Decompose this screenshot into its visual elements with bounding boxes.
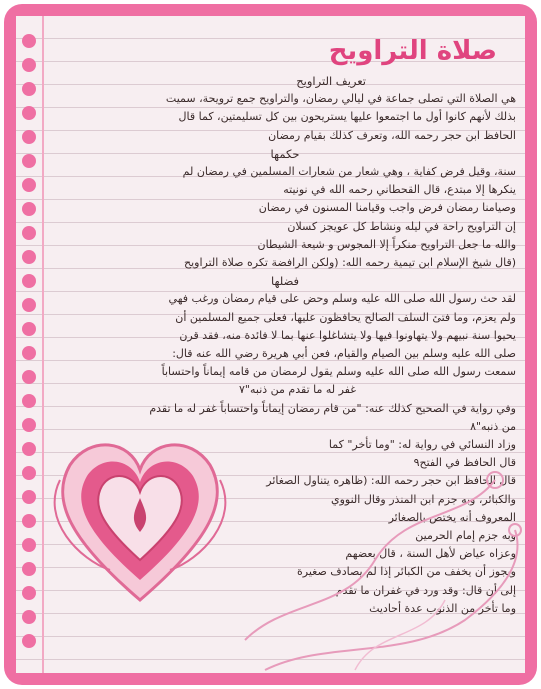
binder-hole xyxy=(22,154,36,168)
line: صلى الله عليه وسلم بين الصيام والقيام، فعن أبي هريرة رضي الله عنه قال: xyxy=(172,347,516,361)
line: هي الصلاة التي تصلى جماعة في ليالي رمضان، والتراويح جمع ترويحة، سميت xyxy=(165,92,516,106)
line: وفي رواية في الصحيح كذلك عنه: "من قام رمضان إيماناً واحتساباً غفر له ما تقدم xyxy=(149,401,516,415)
binder-holes xyxy=(22,34,40,664)
binder-hole xyxy=(22,130,36,144)
line: سمعت رسول الله صلى الله عليه وسلم يقول لرمضان من قامه إيماناً واحتساباً xyxy=(161,365,516,379)
binder-hole xyxy=(22,106,36,120)
binder-hole xyxy=(22,34,36,48)
margin-rule xyxy=(42,16,44,673)
line: وما تأخر من الذنوب عدة أحاديث xyxy=(369,601,516,615)
heart-ornament xyxy=(50,420,230,610)
binder-hole xyxy=(22,562,36,576)
section-heading: فضلها xyxy=(270,274,300,289)
binder-hole xyxy=(22,322,36,336)
section-heading: حكمها xyxy=(270,146,300,161)
section-definition xyxy=(54,72,516,145)
line: قال الحافظ في الفتح٩ xyxy=(413,456,516,470)
binder-hole xyxy=(22,586,36,600)
line: من ذنبه"٨ xyxy=(470,419,516,433)
line: المعروف أنه يختص بالصغائر xyxy=(388,510,516,524)
line: يحيوا سنة نبيهم ولا يتهاونوا فيها ولا يتشاغلوا عنها بما لا فائدة منه، فقد قرن xyxy=(179,328,516,342)
binder-hole xyxy=(22,58,36,72)
binder-hole xyxy=(22,298,36,312)
binder-hole xyxy=(22,202,36,216)
section-heading: تعريف التراويح xyxy=(296,74,366,88)
line: لقد حث رسول الله صلى الله عليه وسلم وحض على قيام رمضان ورغب فهي xyxy=(168,292,516,306)
line: إلى أن قال: وقد ورد في غفران ما تقدم xyxy=(335,583,516,597)
binder-hole xyxy=(22,394,36,408)
binder-hole xyxy=(22,514,36,528)
line: سنة، وقيل فرض كفاية ، وهي شعار من شعارات المسلمين في رمضان لم xyxy=(182,165,516,179)
line: قال الحافظ ابن حجر رحمه الله: (ظاهره يتناول الصغائر xyxy=(266,474,516,488)
line: ويجوز أن يخفف من الكبائر إذا لم يصادف صغيرة xyxy=(297,565,516,579)
line: والكبائر، وبه جزم ابن المنذر وقال النووي xyxy=(331,492,516,506)
binder-hole xyxy=(22,610,36,624)
binder-hole xyxy=(22,538,36,552)
line: والله ما جعل التراويح منكراً إلا المجوس و شيعة الشيطان xyxy=(257,237,516,251)
line: ولم يعزم، وما فتئ السلف الصالح يحافظون عليها، فعلى جميع المسلمين أن xyxy=(175,310,516,324)
swirl-ornament xyxy=(205,440,535,680)
page-title: صلاة التراويح xyxy=(328,36,497,66)
binder-hole xyxy=(22,226,36,240)
section-ruling xyxy=(54,145,516,272)
binder-hole xyxy=(22,490,36,504)
binder-hole xyxy=(22,82,36,96)
line: بذلك لأنهم كانوا أول ما اجتمعوا عليها يستريحون بين كل تسليمتين، كما قال xyxy=(178,110,516,124)
binder-hole xyxy=(22,370,36,384)
binder-hole xyxy=(22,634,36,648)
line: ينكرها إلا مبتدع، قال القحطاني رحمه الله في نونيته xyxy=(283,183,516,197)
binder-hole xyxy=(22,418,36,432)
line: الحافظ ابن حجر رحمه الله، وتعرف كذلك بقيام رمضان xyxy=(268,128,516,142)
line: إن التراويح راحة في ليله ونشاط كل عويجز كسلان xyxy=(287,219,516,233)
line: وعزاه عياض لأهل السنة ، قال بعضهم xyxy=(345,547,516,561)
line: وصيامنا رمضان فرض واجب وقيامنا المسنون في رمضان xyxy=(258,201,516,215)
binder-hole xyxy=(22,346,36,360)
binder-hole xyxy=(22,250,36,264)
line: غفر له ما تقدم من ذنبه"٧ xyxy=(239,383,356,397)
binder-hole xyxy=(22,466,36,480)
binder-hole xyxy=(22,178,36,192)
line: (قال شيخ الإسلام ابن تيمية رحمه الله: (ولكن الرافضة تكره صلاة التراويح xyxy=(184,256,516,270)
binder-hole xyxy=(22,274,36,288)
line: وبه جزم إمام الحرمين xyxy=(415,529,516,543)
binder-hole xyxy=(22,442,36,456)
line: وزاد النسائي في رواية له: "وما تأخر" كما xyxy=(328,438,516,452)
